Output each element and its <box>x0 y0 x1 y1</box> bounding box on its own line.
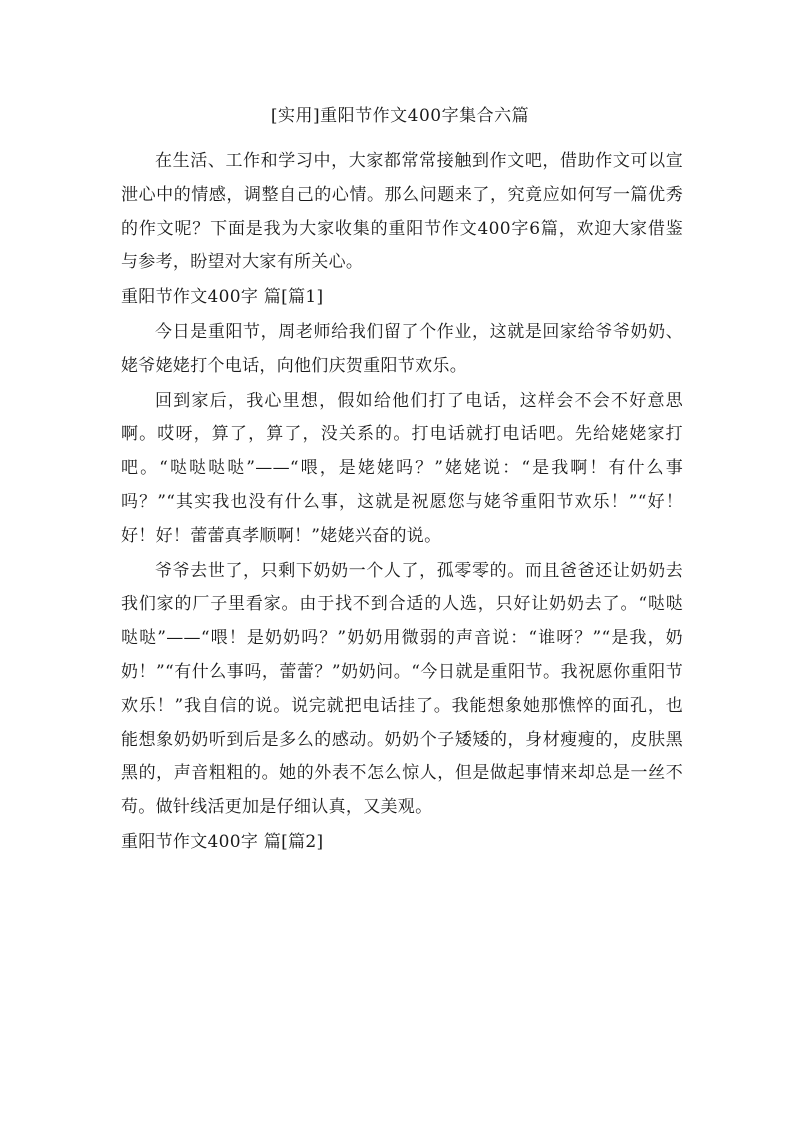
section-1-paragraph-2: 回到家后，我心里想，假如给他们打了电话，这样会不会不好意思啊。哎呀，算了，算了，没关系的。打电话就打电话吧。先给姥姥家打吧。“哒哒哒哒”——“喂，是姥姥吗？”姥姥说：“是我啊！有什么事吗？”“其实我也没有什么事，这就是祝愿您与姥爷重阳节欢乐！”“好！好！好！蕾蕾真孝顺啊！”姥姥兴奋的说。 <box>121 390 683 546</box>
section-1-paragraph-1: 今日是重阳节，周老师给我们留了个作业，这就是回家给爷爷奶奶、姥爷姥姥打个电话，向他们庆贺重阳节欢乐。 <box>121 321 683 376</box>
document-body <box>121 145 683 860</box>
section-2-heading: 重阳节作文400字 篇[篇2] <box>121 831 324 852</box>
intro-paragraph: 在生活、工作和学习中，大家都常常接触到作文吧，借助作文可以宣泄心中的情感，调整自己的心情。那么问题来了，究竟应如何写一篇优秀的作文呢？下面是我为大家收集的重阳节作文400字6篇，欢迎大家借鉴与参考，盼望对大家有所关心。 <box>121 151 683 273</box>
section-1-paragraph-3: 爷爷去世了，只剩下奶奶一个人了，孤零零的。而且爸爸还让奶奶去我们家的厂子里看家。由于找不到合适的人选，只好让奶奶去了。“哒哒哒哒”——“喂！是奶奶吗？”奶奶用微弱的声音说：“谁呀？”“是我，奶奶！”“有什么事吗，蕾蕾？”奶奶问。“今日就是重阳节。我祝愿你重阳节欢乐！”我自信的说。说完就把电话挂了。我能想象她那憔悴的面孔，也能想象奶奶听到后是多么的感动。奶奶个子矮矮的，身材瘦瘦的，皮肤黑黑的，声音粗粗的。她的外表不怎么惊人，但是做起事情来却总是一丝不苟。做针线活更加是仔细认真，又美观。 <box>121 560 683 818</box>
document-title: [实用]重阳节作文400字集合六篇 <box>270 106 530 126</box>
section-1-heading: 重阳节作文400字 篇[篇1] <box>121 287 324 308</box>
